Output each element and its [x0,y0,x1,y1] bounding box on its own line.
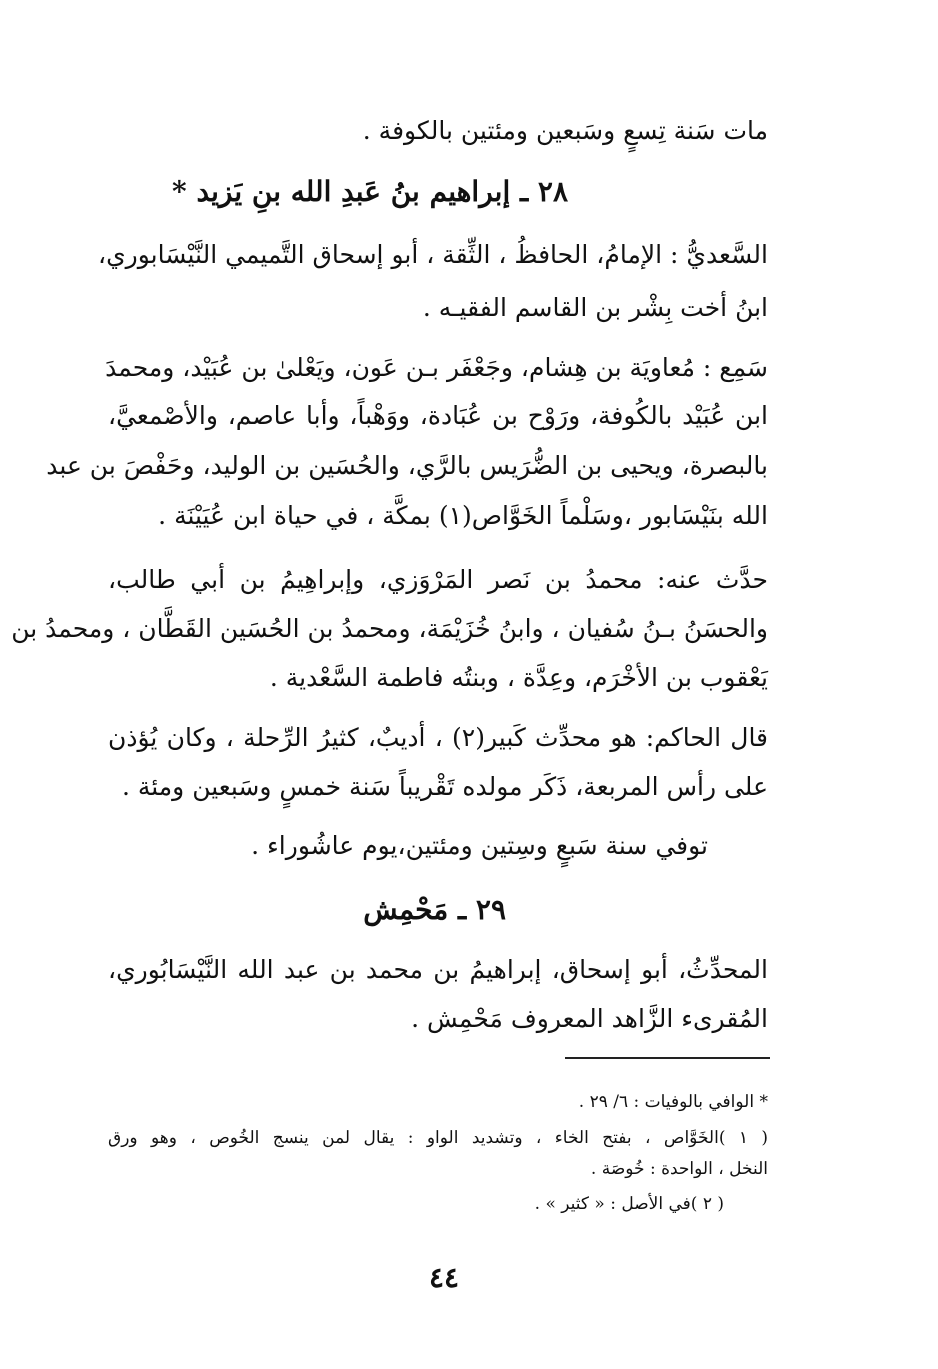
page-number: ٤٤ [428,1261,460,1294]
entry-28-death: توفي سنة سَبعٍ وسِتين ومئتين،يوم عاشُوراء . [251,831,708,860]
footnote-source: * الوافي بالوفيات : ٦/ ٢٩ . [578,1092,768,1112]
entry-28-heard-line-4: الله بنَيْسَابور ،وسَلْماً الخَوَّاص(١) بمكَّة ، في حياة ابن عُيَيْنَة . [158,501,768,530]
entry-28-hakim-line-1: قال الحاكم: هو محدِّث كَبير(٢) ، أديبٌ، كثيرُ الرِّحلة ، وكان يُؤذن [108,723,769,752]
intro-line: مات سَنة تِسعٍ وسَبعين ومئتين بالكوفة . [362,116,768,145]
entry-28-bio-line-1: السَّعديُّ : الإمامُ، الحافظُ ، الثِّقة ، أبو إسحاق التَّميمي النَّيْسَابوري، [98,240,768,269]
entry-29-heading: ٢٩ ـ مَحْمِش [363,893,506,926]
footnote-1-line-2: النخل ، الواحدة : خُوصَة . [590,1159,768,1179]
entry-29-bio-line-2: المُقرىء الزَّاهد المعروف مَحْمِش . [411,1004,768,1033]
entry-28-bio-line-2: ابنُ أخت بِشْر بن القاسم الفقيـه . [422,293,768,322]
entry-28-heard-line-3: بالبصرة، ويحيى بن الضُّرَيس بالرَّي، والحُسَين بن الوليد، وحَفْصَ بن عبد [46,451,768,480]
footnote-1-line-1: ( ١ )الخَوَّاص ، بفتح الخاء ، وتشديد الواو : يقال لمن ينسج الخُوص ، وهو ورق [108,1128,768,1148]
footnote-separator [565,1057,770,1059]
entry-28-heading: ٢٨ ـ إبراهيم بنُ عَبدِ الله بنِ يَزيد * [172,175,568,208]
entry-28-narrated-line-1: حدَّث عنه: محمدُ بن نَصر المَرْوَزي، وإبراهِيمُ بن أبي طالب، [108,565,768,594]
entry-28-heard-line-2: ابن عُبَيْد بالكُوفة، ورَوْح بن عُبَادة، ووَهْباً، وأبا عاصم، والأصْمعيَّ، [108,401,768,430]
entry-28-narrated-line-3: يَعْقوب بن الأخْرَم، وعِدَّة ، وبنتُه فاطمة السَّعْدية . [269,663,768,692]
entry-28-narrated-line-2: والحسَنُ بـنُ سُفيان ، وابنُ خُزَيْمَة، ومحمدُ بن الحُسَين القَطَّان ، ومحمدُ بن [11,614,768,643]
entry-28-hakim-line-2: على رأس المربعة، ذَكَر مولده تَقْريباً سَنة خمسٍ وسَبعين ومئة . [121,772,768,801]
entry-29-bio-line-1: المحدِّثُ، أبو إسحاق، إبراهيمُ بن محمد بن عبد الله النَّيْسَابُوري، [108,955,768,984]
entry-28-heard-line-1: سَمِع : مُعاويَة بن هِشام، وجَعْفَر بـن عَون، ويَعْلىٰ بن عُبَيْد، ومحمدَ [105,353,768,382]
footnote-2: ( ٢ )في الأصل : « كثير » . [534,1194,724,1214]
